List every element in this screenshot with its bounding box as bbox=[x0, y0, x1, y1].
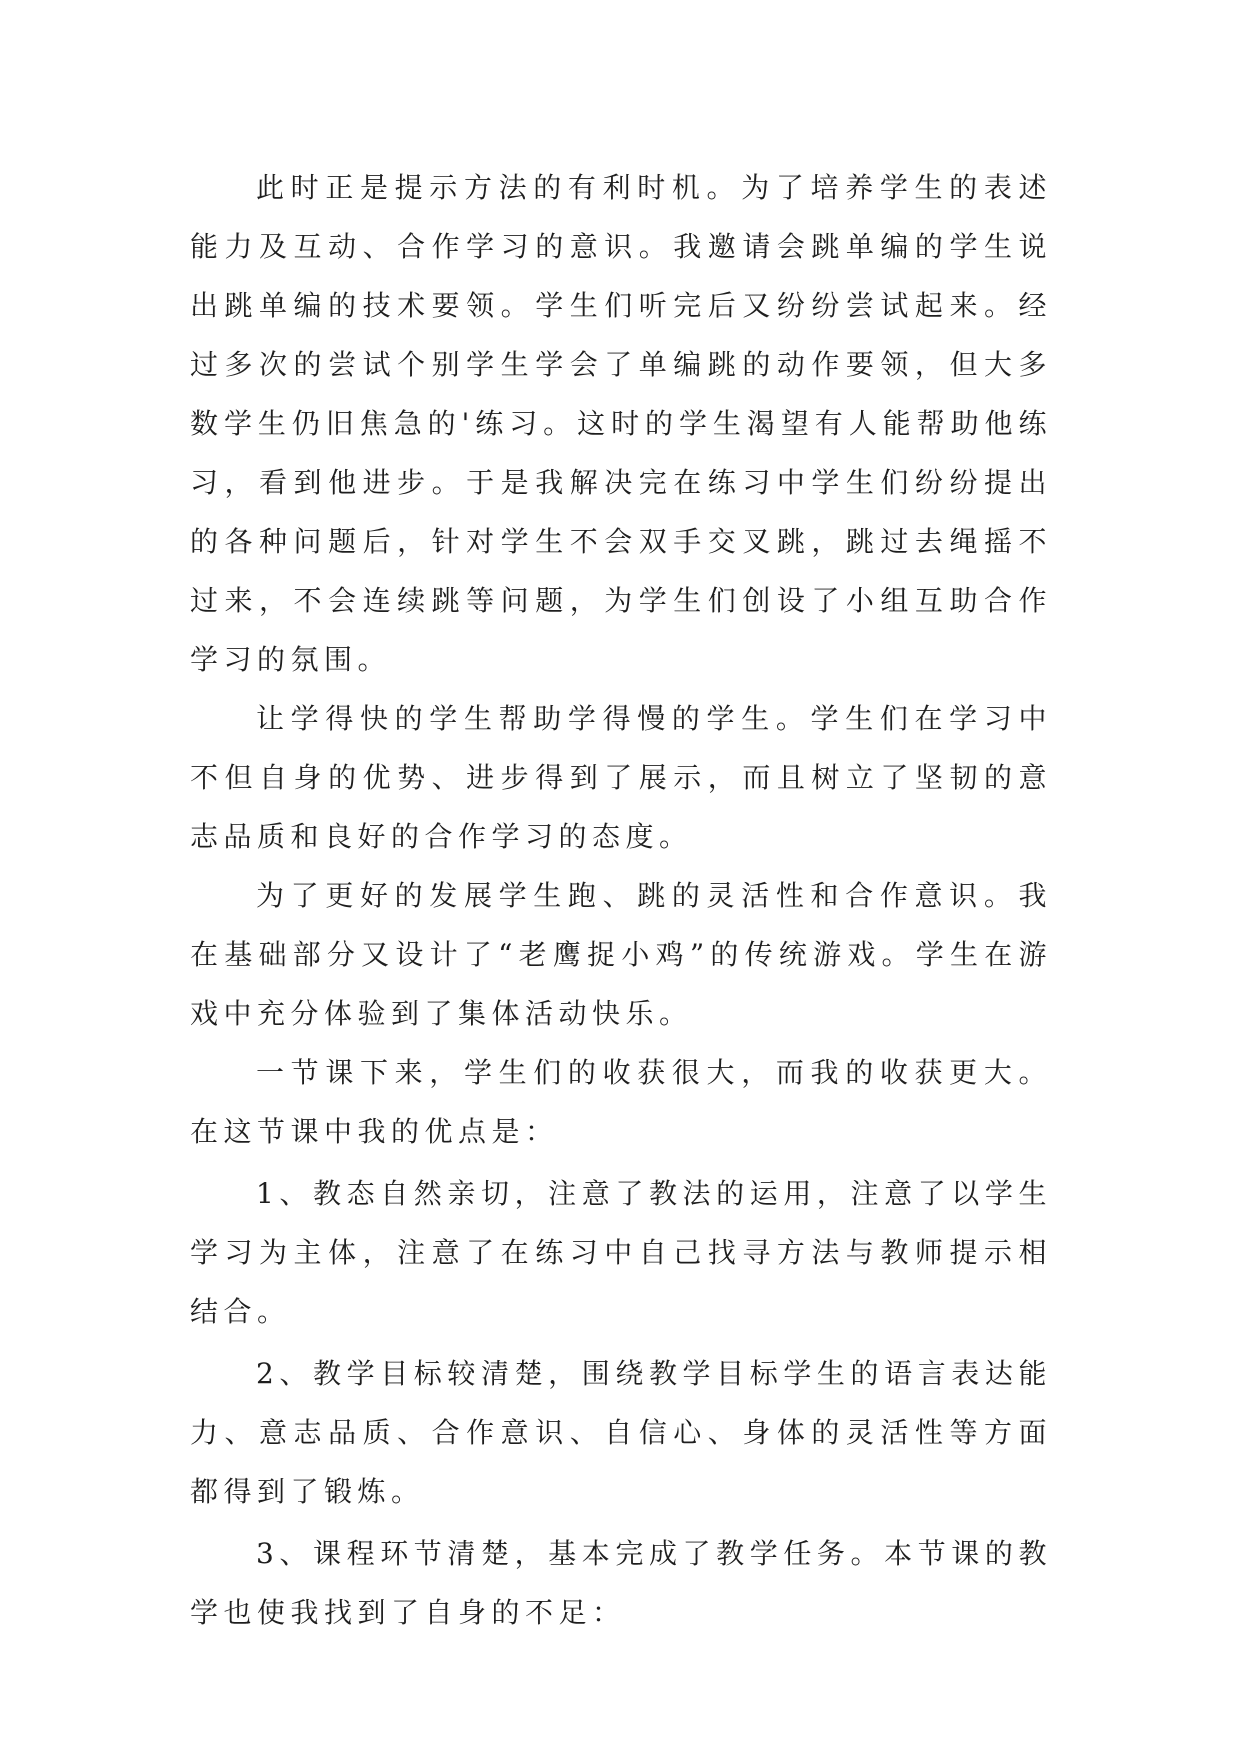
paragraph: 为了更好的发展学生跑、跳的灵活性和合作意识。我在基础部分又设计了“老鹰捉小鸡”的传统游戏。学生在游戏中充分体验到了集体活动快乐。 bbox=[190, 879, 1052, 1030]
paragraph: 一节课下来，学生们的收获很大，而我的收获更大。在这节课中我的优点是： bbox=[190, 1056, 1052, 1148]
paragraph: 让学得快的学生帮助学得慢的学生。学生们在学习中不但自身的优势、进步得到了展示，而且树立了坚韧的意志品质和良好的合作学习的态度。 bbox=[190, 702, 1052, 853]
list-item: 1、教态自然亲切，注意了教法的运用，注意了以学生学习为主体，注意了在练习中自己找寻方法与教师提示相结合。 bbox=[190, 1177, 1052, 1328]
list-item: 3、课程环节清楚，基本完成了教学任务。本节课的教学也使我找到了自身的不足： bbox=[190, 1537, 1052, 1629]
paragraph: 此时正是提示方法的有利时机。为了培养学生的表述能力及互动、合作学习的意识。我邀请会跳单编的学生说出跳单编的技术要领。学生们听完后又纷纷尝试起来。经过多次的尝试个别学生学会了单编跳的动作要领，但大多数学生仍旧焦急的'练习。这时的学生渴望有人能帮助他练习，看到他进步。于是我解决完在练习中学生们纷纷提出的各种问题后，针对学生不会双手交叉跳，跳过去绳摇不过来，不会连续跳等问题，为学生们创设了小组互助合作学习的氛围。 bbox=[190, 171, 1052, 676]
document-body bbox=[190, 158, 1052, 1642]
list-item: 2、教学目标较清楚，围绕教学目标学生的语言表达能力、意志品质、合作意识、自信心、身体的灵活性等方面都得到了锻炼。 bbox=[190, 1357, 1052, 1508]
